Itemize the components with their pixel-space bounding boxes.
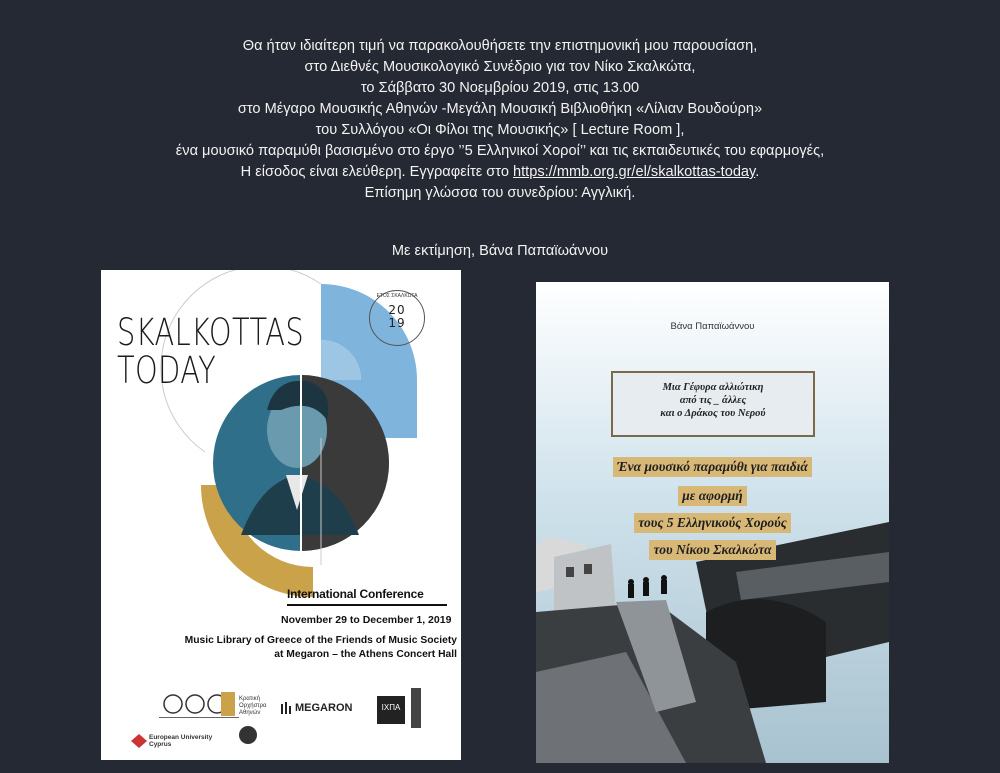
- conference-venue: [139, 634, 457, 662]
- registration-suffix: .: [755, 164, 760, 180]
- sponsor-logos: [101, 688, 461, 760]
- friends-of-music-logo: [237, 724, 259, 746]
- book-title: [613, 373, 813, 420]
- year-seal: [369, 290, 425, 346]
- seal-year-bottom: 19: [388, 316, 406, 330]
- conference-dates: November 29 to December 1, 2019: [281, 614, 452, 626]
- book-subtitle-line: [536, 486, 889, 506]
- megaron-mark: [281, 702, 293, 714]
- registration-line: [0, 162, 1000, 183]
- university-logo: [131, 734, 147, 748]
- book-title-box: [611, 371, 815, 437]
- book-title-line: από τις _ άλλες: [679, 395, 747, 406]
- book-subtitle-line: [536, 457, 889, 477]
- poster-title-line: TODAY: [117, 349, 217, 392]
- intro-line: στο Μέγαρο Μουσικής Αθηνών -Μεγάλη Μουσική Βιβλιοθήκη «Λίλιαν Βουδούρη»: [237, 101, 763, 117]
- megaron-logo: MEGARON: [295, 702, 353, 714]
- intro-line: το Σάββατο 30 Νοεμβρίου 2019, στις 13.00: [360, 80, 640, 96]
- book-title-line: Μια Γέφυρα αλλιώτικη: [662, 382, 764, 393]
- intro-line: του Συλλόγου «Οι Φίλοι της Μουσικής» [ Lecture Room ],: [315, 122, 685, 138]
- conference-label: International Conference: [287, 587, 424, 601]
- language-line: Επίσημη γλώσσα του συνεδρίου: Αγγλική.: [364, 185, 636, 201]
- book-subtitle-line: [536, 540, 889, 560]
- book-subtitle-text: Ένα μουσικό παραμύθι για παιδιά: [613, 457, 812, 477]
- book-subtitle-text: τους 5 Ελληνικούς Χορούς: [634, 513, 791, 533]
- registration-prefix: Η είσοδος είναι ελεύθερη. Εγγραφείτε στο: [240, 164, 514, 180]
- book-title-line: και ο Δράκος του Νερού: [660, 408, 766, 419]
- book-cover: [536, 282, 889, 763]
- registration-link[interactable]: https://mmb.org.gr/el/skalkottas-today: [513, 164, 756, 180]
- ixpa-logo-text: ΙΧΠΑ: [381, 703, 401, 712]
- seal-year: [370, 304, 424, 330]
- book-subtitle-line: [536, 513, 889, 533]
- seal-year-top: 20: [388, 303, 406, 317]
- poster-title: [117, 311, 305, 392]
- university-logo-text: European University Cyprus: [149, 734, 213, 748]
- book-subtitle-text: με αφορμή: [678, 486, 746, 506]
- conference-poster: [101, 270, 461, 760]
- intro-line: στο Διεθνές Μουσικολογικό Συνέδριο για τον Νίκο Σκαλκώτα,: [304, 59, 696, 75]
- music-library-logo: [411, 688, 421, 728]
- intro-line: ένα μουσικό παραμύθι βασισμένο στο έργο ’’5 Ελληνικοί Χοροί’’ και τις εκπαιδευτικές του εφαρμογές,: [175, 143, 825, 159]
- orchestra-logo-text: Κρατική Ορχήστρα Αθηνών: [239, 696, 267, 716]
- orchestra-logo: [221, 692, 235, 716]
- book-subtitle-text: του Νίκου Σκαλκώτα: [649, 540, 775, 560]
- venue-line: at Megaron – the Athens Concert Hall: [274, 649, 457, 660]
- invitation-text: [0, 36, 1000, 204]
- intro-line: Θα ήταν ιδιαίτερη τιμή να παρακολουθήσετε την επιστημονική μου παρουσίαση,: [242, 38, 758, 54]
- divider: [287, 604, 447, 607]
- venue-line: Music Library of Greece of the Friends of Music Society: [184, 635, 457, 646]
- seal-ring-text: ΕΤΟΣ ΣΚΑΛΚΩΤΑ: [376, 293, 418, 299]
- poster-title-line: SKALKOTTAS: [117, 311, 305, 354]
- signature: Με εκτίμηση, Βάνα Παπαϊωάννου: [391, 243, 609, 259]
- book-author: Βάνα Παπαϊωάννου: [670, 321, 755, 332]
